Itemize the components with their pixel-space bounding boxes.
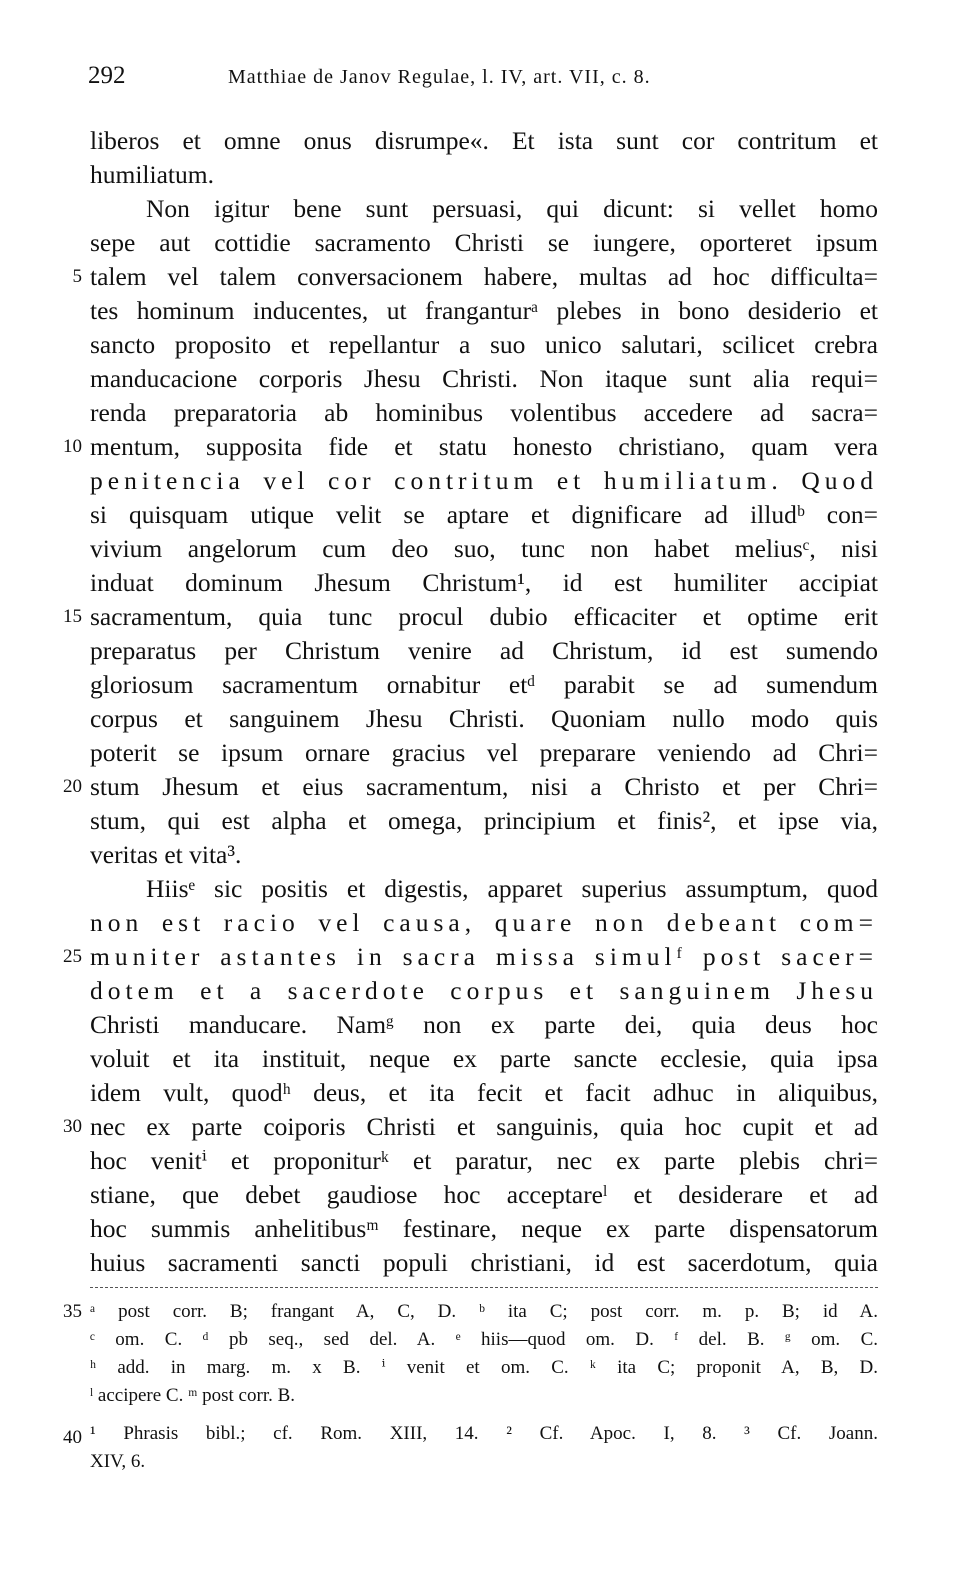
line-number: 35 — [63, 1301, 82, 1322]
text-line: huius sacramenti sancti populi christiani, id est sacerdotum, quia — [90, 1248, 878, 1277]
text-line: muniter astantes in sacra missa simulᶠ post sacer= — [90, 942, 878, 971]
apparatus-line: ᵃ post corr. B; frangant A, C, D. ᵇ ita C; post corr. m. p. B; id A. — [90, 1301, 878, 1322]
apparatus-line: ᶜ om. C. ᵈ pb seq., sed del. A. ᵉ hiis—quod om. D. ᶠ del. B. ᵍ om. C. — [90, 1329, 878, 1350]
text-line: Hiisᵉ sic positis et digestis, apparet superius assumptum, quod — [146, 874, 878, 903]
running-title: Matthiae de Janov Regulae, l. IV, art. VII, c. 8. — [228, 66, 651, 88]
text-line: talem vel talem conversacionem habere, multas ad hoc difficulta= — [90, 262, 878, 291]
line-number: 10 — [63, 436, 82, 457]
text-line: voluit et ita instituit, neque ex parte sancte ecclesie, quia ipsa — [90, 1044, 878, 1073]
text-line: mentum, supposita fide et statu honesto christiano, quam vera — [90, 432, 878, 461]
line-number: 40 — [63, 1427, 82, 1448]
text-line: Christi manducare. Namᵍ non ex parte dei, quia deus hoc — [90, 1010, 878, 1039]
line-number: 30 — [63, 1116, 82, 1137]
text-line: idem vult, quodʰ deus, et ita fecit et facit adhuc in aliquibus, — [90, 1078, 878, 1107]
text-line: vivium angelorum cum deo suo, tunc non habet meliusᶜ, nisi — [90, 534, 878, 563]
text-line: gloriosum sacramentum ornabitur etᵈ parabit se ad sumendum — [90, 670, 878, 699]
text-line: tes hominum inducentes, ut franganturᵃ plebes in bono desiderio et — [90, 296, 878, 325]
apparatus-line: ʰ add. in marg. m. x B. ⁱ venit et om. C. ᵏ ita C; proponit A, B, D. — [90, 1357, 878, 1378]
line-number: 20 — [63, 776, 82, 797]
text-line: hoc summis anhelitibusᵐ festinare, neque ex parte dispensatorum — [90, 1214, 878, 1243]
text-line: stum, qui est alpha et omega, principium et finis², et ipse via, — [90, 806, 878, 835]
footnote-divider — [90, 1287, 878, 1288]
page-header — [88, 62, 878, 102]
text-line: sepe aut cottidie sacramento Christi se iungere, oporteret ipsum — [90, 228, 878, 257]
text-line: penitencia vel cor contritum et humiliatum. Quod — [90, 466, 878, 495]
line-number: 25 — [63, 946, 82, 967]
text-line: si quisquam utique velit se aptare et dignificare ad illudᵇ con= — [90, 500, 878, 529]
source-note-line: ¹ Phrasis bibl.; cf. Rom. XIII, 14. ² Cf. Apoc. I, 8. ³ Cf. Joann. — [90, 1423, 878, 1444]
text-line: renda preparatoria ab hominibus volentibus accedere ad sacra= — [90, 398, 878, 427]
text-line: stiane, que debet gaudiose hoc acceptareˡ et desiderare et ad — [90, 1180, 878, 1209]
text-line: Non igitur bene sunt persuasi, qui dicunt: si vellet homo — [146, 194, 878, 223]
source-note-line: XIV, 6. — [90, 1451, 146, 1472]
text-line: liberos et omne onus disrumpe«. Et ista sunt cor contritum et — [90, 126, 878, 155]
text-line: non est racio vel causa, quare non debeant com= — [90, 908, 878, 937]
text-line: manducacione corporis Jhesu Christi. Non itaque sunt alia requi= — [90, 364, 878, 393]
text-line: veritas et vita³. — [90, 840, 242, 869]
text-line: preparatus per Christum venire ad Christum, id est sumendo — [90, 636, 878, 665]
text-line: nec ex parte coiporis Christi et sanguinis, quia hoc cupit et ad — [90, 1112, 878, 1141]
text-line: poterit se ipsum ornare gracius vel preparare veniendo ad Chri= — [90, 738, 878, 767]
text-line: stum Jhesum et eius sacramentum, nisi a Christo et per Chri= — [90, 772, 878, 801]
apparatus-line: ˡ accipere C. ᵐ post corr. B. — [90, 1385, 296, 1406]
line-number: 5 — [72, 266, 82, 287]
text-line: corpus et sanguinem Jhesu Christi. Quoniam nullo modo quis — [90, 704, 878, 733]
text-line: induat dominum Jhesum Christum¹, id est humiliter accipiat — [90, 568, 878, 597]
text-line: dotem et a sacerdote corpus et sanguinem Jhesu — [90, 976, 878, 1005]
text-line: hoc venitⁱ et proponiturᵏ et paratur, nec ex parte plebis chri= — [90, 1146, 878, 1175]
page-number: 292 — [88, 62, 126, 89]
text-line: sancto proposito et repellantur a suo unico salutari, scilicet crebra — [90, 330, 878, 359]
line-number: 15 — [63, 606, 82, 627]
text-line: humiliatum. — [90, 160, 214, 189]
text-line: sacramentum, quia tunc procul dubio efficaciter et optime erit — [90, 602, 878, 631]
